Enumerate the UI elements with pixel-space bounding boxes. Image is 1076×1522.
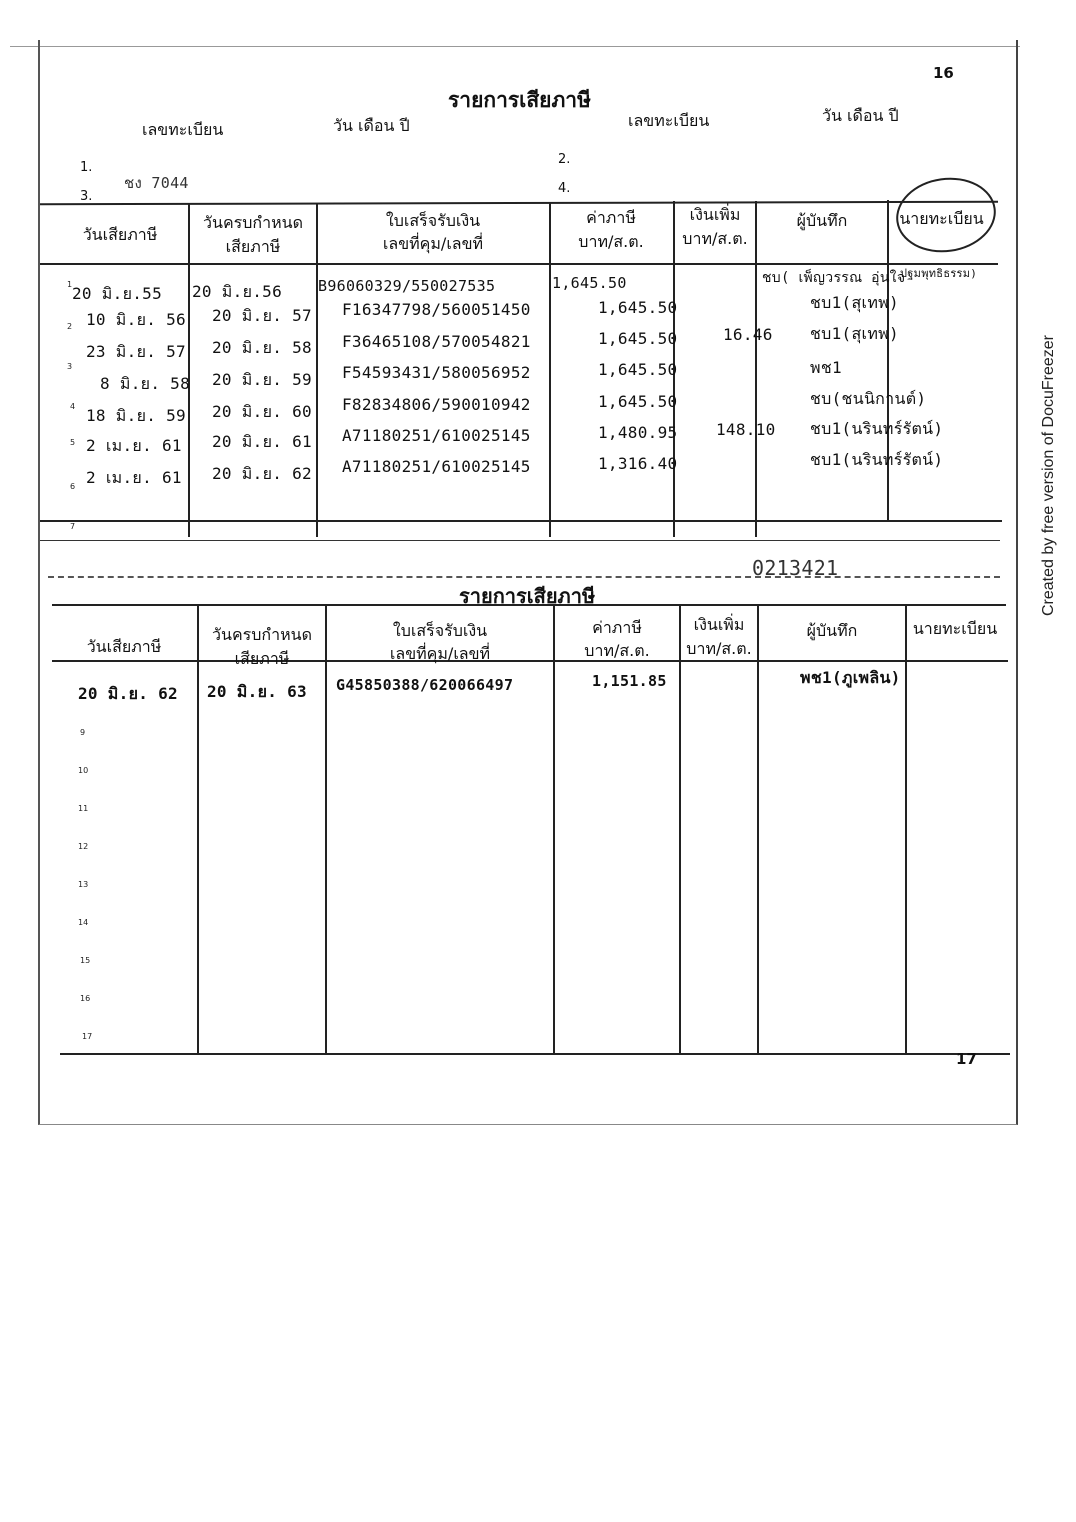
header-due-date-2: เสียภาษี <box>225 237 281 256</box>
slot-1: 1. <box>80 160 93 175</box>
tax-cell: 1,645.50 <box>598 360 678 379</box>
header-due-date-2: เสียภาษี <box>234 649 290 668</box>
surcharge-cell: 148.10 <box>716 420 776 439</box>
table2-col-divider-4 <box>679 604 681 1054</box>
slot-2: 2. <box>558 152 571 167</box>
receipt-cell: B96060329/550027535 <box>318 277 496 295</box>
header-registrar: นายทะเบียน <box>912 619 998 638</box>
row-number: 6 <box>70 482 76 491</box>
header-recorder: ผู้บันทึก <box>796 211 848 230</box>
due-date-cell: 20 มิ.ย. 59 <box>212 370 312 389</box>
slot-3: 3. <box>80 189 93 204</box>
recorder-cell: พช1(ภูเพลิน) <box>800 668 901 687</box>
header-registrar: นายทะเบียน <box>899 209 984 228</box>
plate-number: ชง 7044 <box>124 174 189 192</box>
table2-col-divider-1 <box>197 604 199 1054</box>
header-tax-1: ค่าภาษี <box>592 618 642 637</box>
tax-date-cell: 23 มิ.ย. 57 <box>86 342 186 361</box>
row-number: 11 <box>78 804 89 813</box>
header-tax-2: บาท/ส.ต. <box>584 641 650 660</box>
tax-cell: 1,645.50 <box>598 329 678 348</box>
table1-col-divider-3 <box>549 203 551 537</box>
row-number: 10 <box>78 766 89 775</box>
page-number-bottom: 17 <box>956 1050 977 1068</box>
registrar-cell: ปฐมพุทธิธรรม) <box>900 267 978 280</box>
header-surcharge-1: เงินเพิ่ม <box>693 615 745 634</box>
cut-dashed-line <box>48 576 1000 578</box>
date-label-right: วัน เดือน ปี <box>822 106 899 125</box>
recorder-cell: ชบ( เพ็ญวรรณ อุ่นใจ <box>762 270 906 286</box>
header-surcharge-2: บาท/ส.ต. <box>686 639 752 658</box>
row-number: 2 <box>67 322 73 331</box>
header-tax-date: วันเสียภาษี <box>86 637 162 656</box>
page-number-top: 16 <box>933 64 954 82</box>
header-recorder: ผู้บันทึก <box>806 621 858 640</box>
row-number: 13 <box>78 880 89 889</box>
due-date-cell: 20 มิ.ย.56 <box>192 282 283 301</box>
section-separator-line <box>40 540 1000 541</box>
tax-cell: 1,645.50 <box>552 274 627 292</box>
row-number: 16 <box>80 994 91 1003</box>
recorder-cell: ชบ1(สุเทพ) <box>810 293 899 312</box>
table2-top-border <box>52 604 1006 606</box>
recorder-cell: ชบ1(สุเทพ) <box>810 324 899 343</box>
tax-cell: 1,316.40 <box>598 454 678 473</box>
row-number: 15 <box>80 956 91 965</box>
row-number: 17 <box>82 1032 93 1041</box>
tax-date-cell: 10 มิ.ย. 56 <box>86 310 186 329</box>
header-tax-1: ค่าภาษี <box>586 208 636 227</box>
receipt-cell: F82834806/590010942 <box>342 395 531 414</box>
form-title-bottom: รายการเสียภาษี <box>459 584 596 608</box>
recorder-cell: ชบ(ชนนิกานต์) <box>810 389 927 408</box>
form-title-top: รายการเสียภาษี <box>448 88 591 112</box>
surcharge-cell: 16.46 <box>723 325 773 344</box>
tax-cell: 1,645.50 <box>598 298 678 317</box>
due-date-cell: 20 มิ.ย. 63 <box>207 682 307 701</box>
tax-cell: 1,151.85 <box>592 672 667 690</box>
table2-bottom-border <box>60 1053 1010 1055</box>
tax-date-cell: 20 มิ.ย.55 <box>72 284 163 303</box>
due-date-cell: 20 มิ.ย. 58 <box>212 338 312 357</box>
table2-col-divider-6 <box>905 604 907 1054</box>
row-number: 7 <box>70 522 76 531</box>
docufreezer-watermark: Created by free version of DocuFreezer <box>1040 334 1057 616</box>
receipt-cell: A71180251/610025145 <box>342 426 531 445</box>
header-receipt-2: เลขที่คุม/เลขที่ <box>382 234 484 253</box>
tax-date-cell: 18 มิ.ย. 59 <box>86 406 186 425</box>
table2-col-divider-2 <box>325 604 327 1054</box>
plate-label-right: เลขทะเบียน <box>628 111 710 130</box>
row-number: 12 <box>78 842 89 851</box>
row-number: 9 <box>80 728 86 737</box>
row-number: 14 <box>78 918 89 927</box>
receipt-cell: F16347798/560051450 <box>342 300 531 319</box>
tax-date-cell: 2 เม.ย. 61 <box>86 468 182 487</box>
header-due-date-1: วันครบกำหนด <box>203 213 303 232</box>
row-number: 5 <box>70 438 76 447</box>
header-tax-date: วันเสียภาษี <box>82 225 158 244</box>
receipt-cell: A71180251/610025145 <box>342 457 531 476</box>
table1-header-border <box>40 263 998 265</box>
tax-date-cell: 2 เม.ย. 61 <box>86 436 182 455</box>
due-date-cell: 20 มิ.ย. 60 <box>212 402 312 421</box>
table1-col-divider-5 <box>755 201 757 537</box>
slot-4: 4. <box>558 181 571 196</box>
row-number: 1 <box>67 280 73 289</box>
recorder-cell: ชบ1(นรินทร์รัตน์) <box>810 450 944 469</box>
table1-bottom-border <box>40 520 1002 522</box>
receipt-cell: G45850388/620066497 <box>336 676 514 694</box>
date-label-left: วัน เดือน ปี <box>333 116 410 135</box>
recorder-cell: พช1 <box>810 358 842 377</box>
receipt-cell: F36465108/570054821 <box>342 332 531 351</box>
row-number: 4 <box>70 402 76 411</box>
recorder-cell: ชบ1(นรินทร์รัตน์) <box>810 419 944 438</box>
header-tax-2: บาท/ส.ต. <box>578 232 644 251</box>
plate-label-left: เลขทะเบียน <box>142 120 224 139</box>
header-surcharge-1: เงินเพิ่ม <box>689 205 741 224</box>
due-date-cell: 20 มิ.ย. 61 <box>212 432 312 451</box>
receipt-cell: F54593431/580056952 <box>342 363 531 382</box>
tax-cell: 1,480.95 <box>598 423 678 442</box>
header-surcharge-2: บาท/ส.ต. <box>682 229 748 248</box>
due-date-cell: 20 มิ.ย. 57 <box>212 306 312 325</box>
tax-cell: 1,645.50 <box>598 392 678 411</box>
header-receipt-1: ใบเสร็จรับเงิน <box>385 211 481 230</box>
header-receipt-2: เลขที่คุม/เลขที่ <box>389 644 491 663</box>
table2-col-divider-5 <box>757 604 759 1054</box>
table2-col-divider-3 <box>553 604 555 1054</box>
header-due-date-1: วันครบกำหนด <box>212 625 312 644</box>
cut-serial-number: 0213421 <box>752 556 839 576</box>
tax-date-cell: 8 มิ.ย. 58 <box>100 374 191 393</box>
row-number: 3 <box>67 362 73 371</box>
header-receipt-1: ใบเสร็จรับเงิน <box>392 621 488 640</box>
due-date-cell: 20 มิ.ย. 62 <box>212 464 312 483</box>
tax-date-cell: 20 มิ.ย. 62 <box>78 684 178 703</box>
